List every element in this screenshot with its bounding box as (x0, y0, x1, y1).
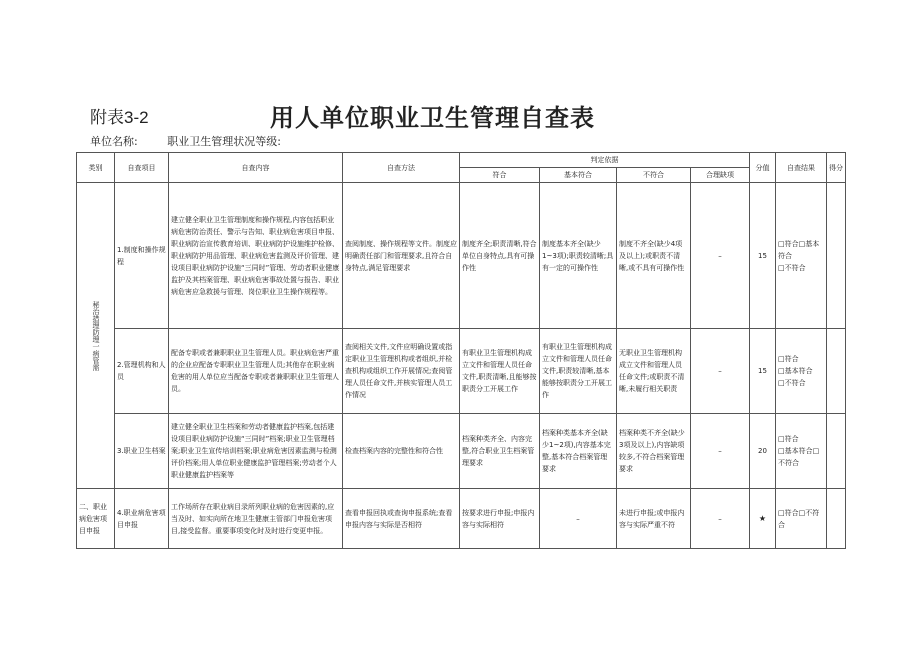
method-cell: 查阅制度、操作规程等文件。制度应明确责任部门和管理要求,且符合自身特点,满足管理要求 (343, 183, 460, 329)
content-cell: 建立健全职业卫生管理制度和操作规程,内容包括职业病危害防治责任、警示与告知、职业病危害项目申报、职业病防治宣传教育培训、职业病防护设施维护检修、职业病防护用品管理、职业病危害监测及评价管理、建设项目职业病防护设施“三同时”管理、劳动者职业健康监护及其档案管理、职业病危害事故处置与报告、职业病危害应急救援与管理、岗位职业卫生操作规程等。 (169, 183, 343, 329)
method-cell: 查看申报回执或查询申报系统;查看申报内容与实际是否相符 (343, 489, 460, 549)
header-content: 自查内容 (169, 153, 343, 183)
score-cell: 20 (750, 414, 776, 489)
points-cell (827, 414, 846, 489)
item-cell: 2.管理机构和人员 (115, 329, 169, 414)
conform-cell: 档案种类齐全、内容完整,符合职业卫生档案管理要求 (460, 414, 540, 489)
method-cell: 检查档案内容的完整性和符合性 (343, 414, 460, 489)
category-label: 秘治措理防理一病管需 (92, 300, 100, 371)
content-cell: 工作场所存在职业病目录所列职业病的危害因素的,应当及时、如实向所在地卫生健康主管部门申报危害项目,接受监督。重要事项变化时及时进行变更申报。 (169, 489, 343, 549)
header-item: 自查项目 (115, 153, 169, 183)
category-cell: 二、职业病危害项目申报 (77, 489, 115, 549)
table-row (77, 329, 846, 414)
conform-cell: 有职业卫生管理机构成立文件和管理人员任命文件,职责清晰,且能够按职责分工开展工作 (460, 329, 540, 414)
basic-conform-cell: 制度基本齐全(缺少1~3项);职责较清晰;具有一定的可操作性 (540, 183, 617, 329)
header-score: 分值 (750, 153, 776, 183)
content-cell: 建立健全职业卫生档案和劳动者健康监护档案,包括建设项目职业病防护设施“三同时”档案;职业卫生管理档案;职业卫生宣传培训档案;职业病危害因素监测与检测评价档案;用人单位职业健康监护管理档案;劳动者个人职业健康监护档案等 (169, 414, 343, 489)
item-cell: 1.制度和操作规程 (115, 183, 169, 329)
method-cell: 查阅相关文件,文件应明确设置或指定职业卫生管理机构或者组织,并检查机构或组织工作开展情况;查阅管理人员任命文件,并核实管理人员工作情况 (343, 329, 460, 414)
basic-conform-cell: – (540, 489, 617, 549)
points-cell (827, 489, 846, 549)
header-basis: 判定依据 (460, 153, 750, 168)
reasonable-missing-cell: – (691, 414, 750, 489)
conform-cell: 制度齐全;职责清晰,符合单位自身特点,具有可操作性 (460, 183, 540, 329)
header-method: 自查方法 (343, 153, 460, 183)
header-points: 得分 (827, 153, 846, 183)
score-cell: 15 (750, 183, 776, 329)
reasonable-missing-cell: – (691, 183, 750, 329)
result-cell: □符合 □基本符合□不符合 (776, 414, 827, 489)
table-row (77, 183, 846, 329)
score-cell: 15 (750, 329, 776, 414)
self-check-table (76, 152, 846, 549)
table-row (77, 489, 846, 549)
points-cell (827, 329, 846, 414)
category-cell (77, 183, 115, 489)
appendix-label: 附表3-2 (90, 108, 149, 127)
unit-line (90, 133, 307, 149)
nonconform-cell: 无职业卫生管理机构成立文件和管理人员任命文件;或职责不清晰,未履行相关职责 (617, 329, 691, 414)
basic-conform-cell: 有职业卫生管理机构成立文件和管理人员任命文件,职责较清晰,基本能够按职责分工开展工作 (540, 329, 617, 414)
header-reasonable-missing: 合理缺项 (691, 168, 750, 183)
unit-name-label: 单位名称: (90, 135, 138, 148)
basic-conform-cell: 档案种类基本齐全(缺少1~2项),内容基本完整,基本符合档案管理要求 (540, 414, 617, 489)
content-cell: 配备专职或者兼职职业卫生管理人员。职业病危害严重的企业应配备专职职业卫生管理人员;其他存在职业病危害的用人单位应当配备专职或者兼职职业卫生管理人员。 (169, 329, 343, 414)
header-result: 自查结果 (776, 153, 827, 183)
header-category: 类别 (77, 153, 115, 183)
nonconform-cell: 未进行申报;或申报内容与实际严重不符 (617, 489, 691, 549)
item-cell: 4.职业病危害项目申报 (115, 489, 169, 549)
header-nonconform: 不符合 (617, 168, 691, 183)
star-icon: ★ (750, 489, 776, 549)
reasonable-missing-cell: – (691, 489, 750, 549)
table-row (77, 414, 846, 489)
conform-cell: 按要求进行申报;申报内容与实际相符 (460, 489, 540, 549)
reasonable-missing-cell: – (691, 329, 750, 414)
header-conform: 符合 (460, 168, 540, 183)
points-cell (827, 183, 846, 329)
result-cell: □符合□基本符合 □不符合 (776, 183, 827, 329)
page-title: 用人单位职业卫生管理自查表 (270, 104, 595, 132)
result-cell: □符合 □基本符合 □不符合 (776, 329, 827, 414)
grade-label: 职业卫生管理状况等级: (167, 135, 281, 148)
header-basic-conform: 基本符合 (540, 168, 617, 183)
nonconform-cell: 制度不齐全(缺少4项及以上);或职责不清晰,或不具有可操作性 (617, 183, 691, 329)
header-row-1 (77, 153, 846, 168)
nonconform-cell: 档案种类不齐全(缺少3项及以上),内容缺项较多,不符合档案管理要求 (617, 414, 691, 489)
result-cell: □符合□不符合 (776, 489, 827, 549)
item-cell: 3.职业卫生档案 (115, 414, 169, 489)
